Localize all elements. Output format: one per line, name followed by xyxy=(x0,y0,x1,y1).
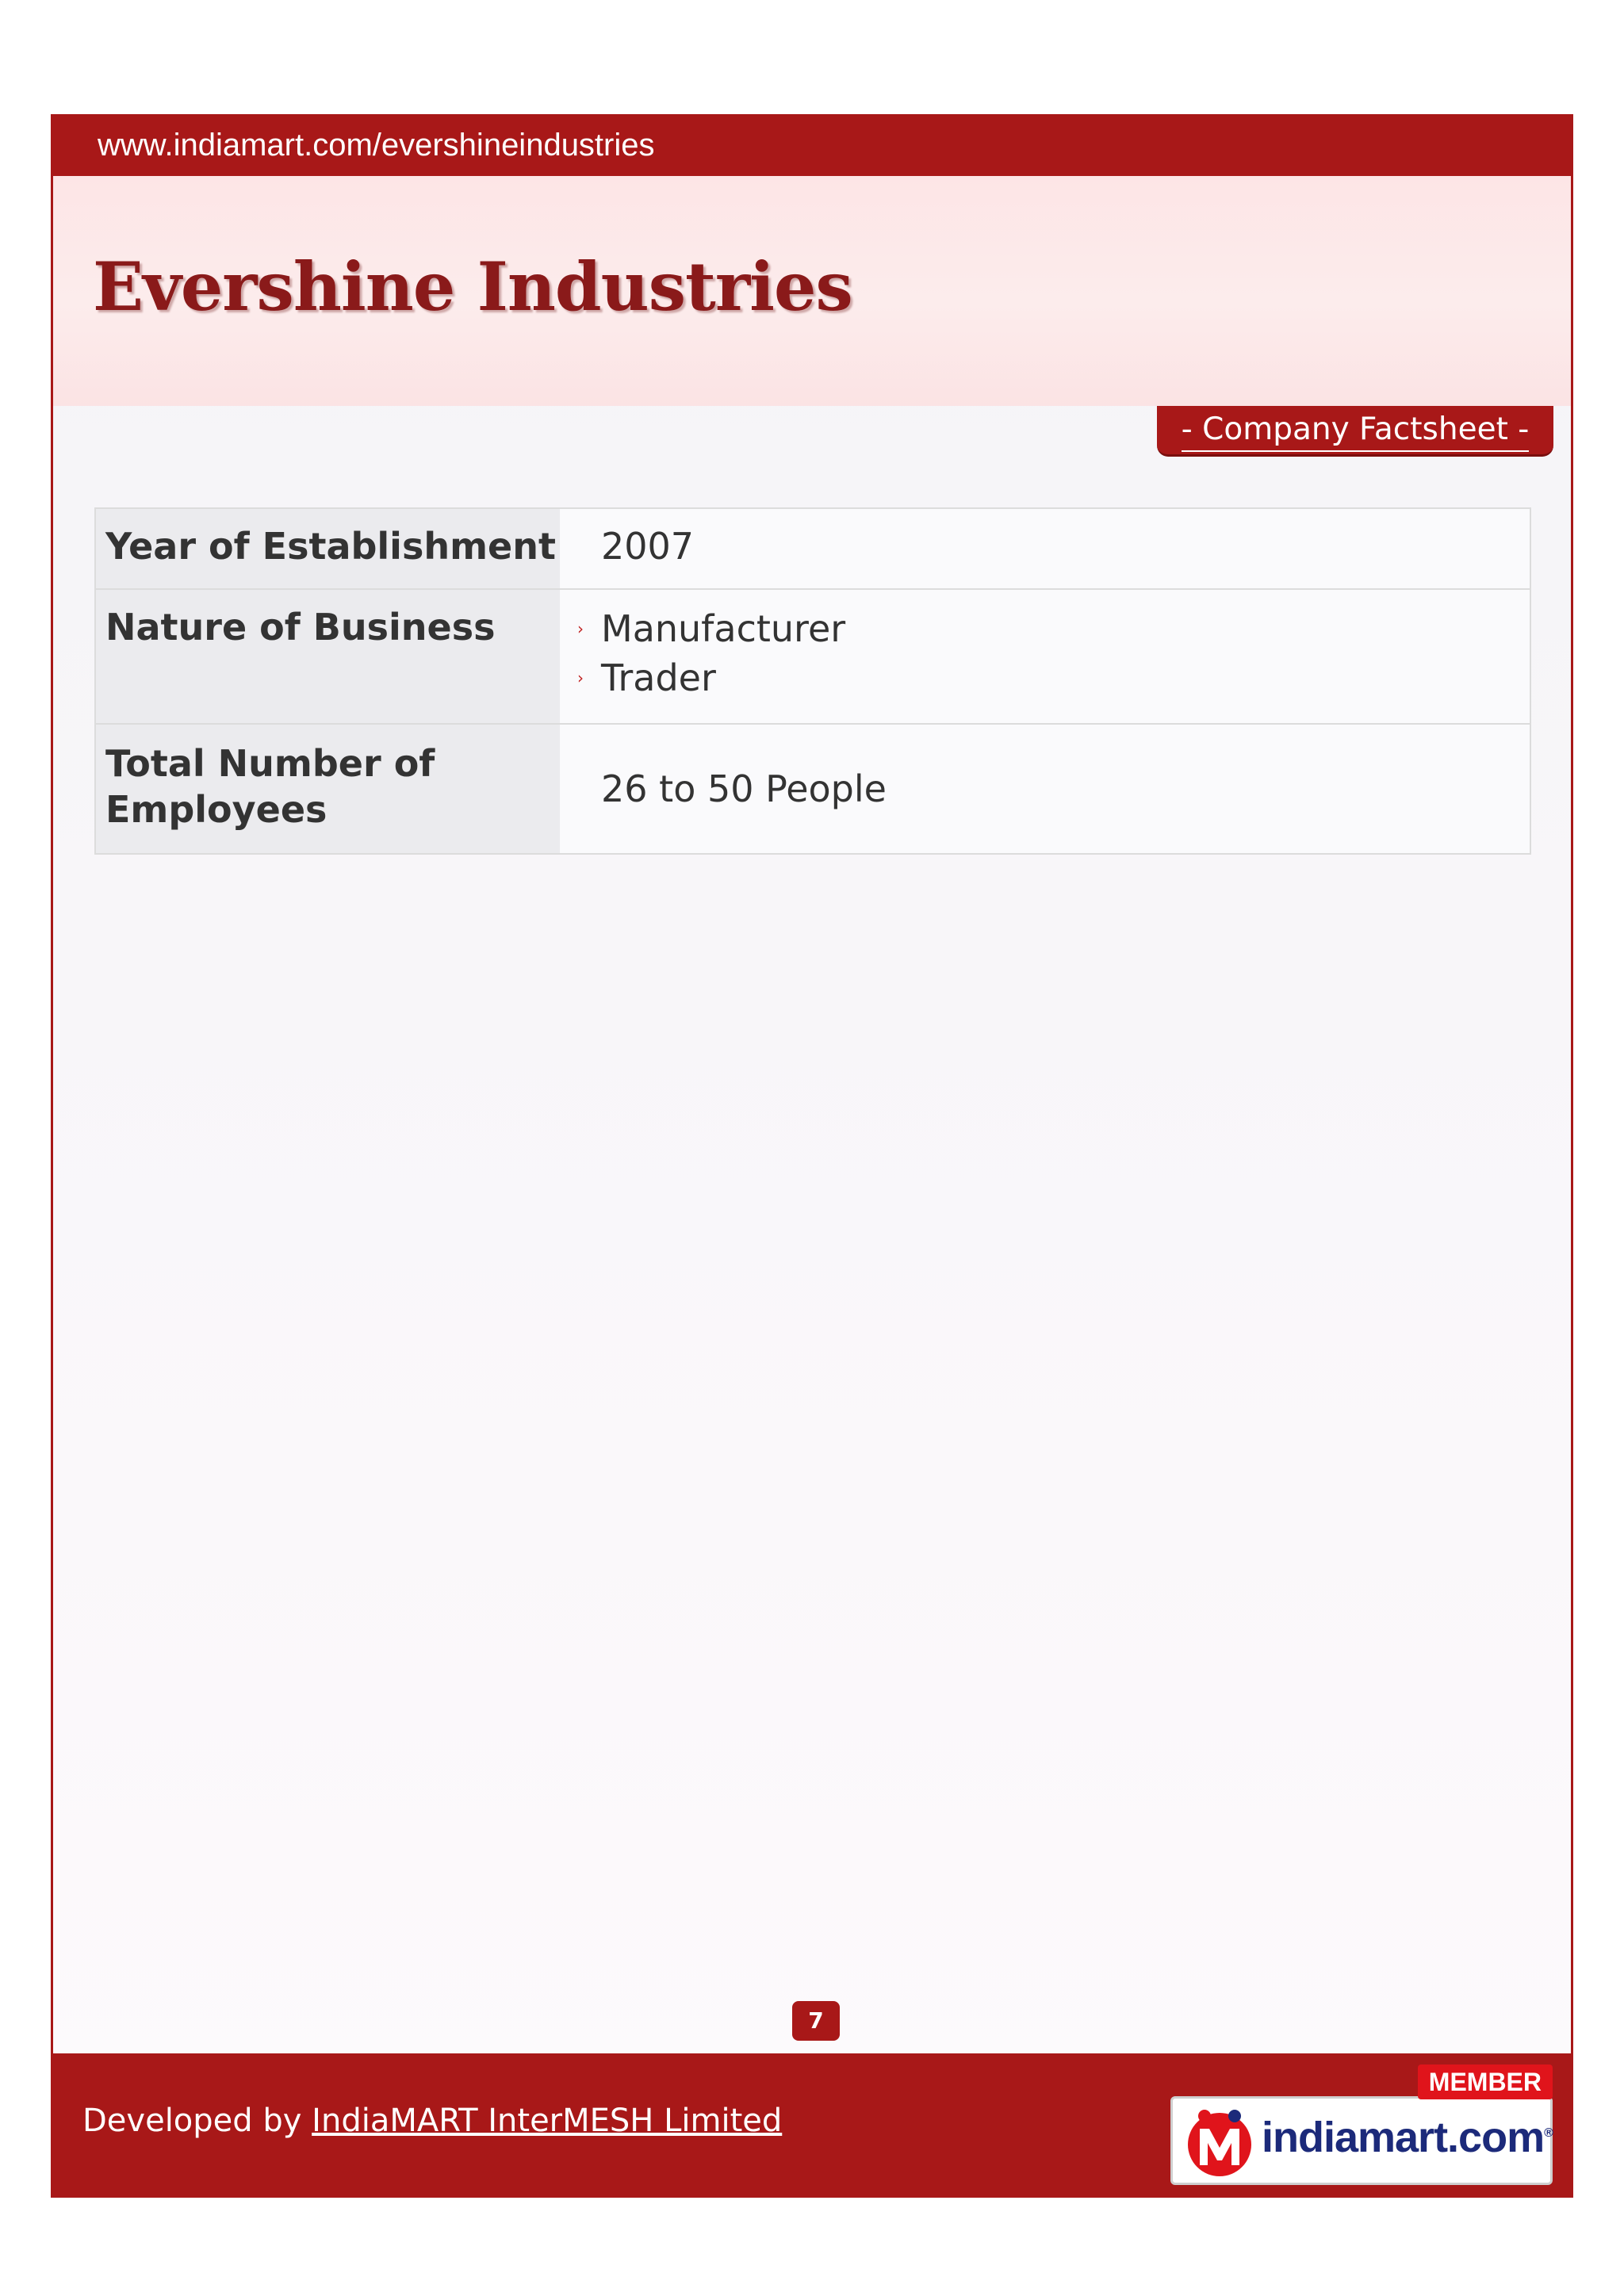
factsheet-page xyxy=(51,114,1573,2198)
logo-wordmark: indiamart.com xyxy=(1262,2114,1545,2161)
member-tag: MEMBER xyxy=(1418,2064,1553,2099)
factsheet-tab-label: - Company Factsheet - xyxy=(1182,409,1530,452)
nature-of-business-value xyxy=(560,589,1530,724)
table-row-nature-of-business xyxy=(95,589,1530,724)
list-item xyxy=(577,653,1530,702)
employees-label-text: Total Number of Employees xyxy=(105,742,435,831)
list-item xyxy=(577,604,1530,653)
page-number: 7 xyxy=(792,2001,840,2041)
company-banner xyxy=(53,176,1571,406)
chevron-right-icon: › xyxy=(577,668,584,687)
company-factsheet-tab xyxy=(1157,406,1553,457)
website-url[interactable]: www.indiamart.com/evershineindustries xyxy=(98,128,655,163)
developer-credit xyxy=(82,2103,782,2139)
company-name: Evershine Industries xyxy=(93,247,852,326)
indiamart-logo-text xyxy=(1262,2113,1553,2162)
year-label: Year of Establishment xyxy=(95,508,560,589)
chevron-right-icon: › xyxy=(577,619,584,638)
business-type: Manufacturer xyxy=(601,607,846,650)
registered-mark: ® xyxy=(1544,2126,1553,2140)
company-facts-table xyxy=(94,507,1531,855)
indiamart-member-badge[interactable] xyxy=(1170,2064,1553,2185)
employees-label xyxy=(95,724,560,854)
business-type-list xyxy=(577,604,1530,702)
footer xyxy=(51,2053,1573,2198)
table-row-year xyxy=(95,508,1530,589)
indiamart-link[interactable]: IndiaMART InterMESH Limited xyxy=(312,2103,783,2139)
year-value: 2007 xyxy=(560,508,1530,589)
developer-credit-prefix: Developed by xyxy=(82,2103,302,2139)
employees-value: 26 to 50 People xyxy=(560,724,1530,854)
business-type: Trader xyxy=(601,656,716,699)
table-row-employees xyxy=(95,724,1530,854)
website-url-bar xyxy=(53,114,1571,176)
nature-of-business-label: Nature of Business xyxy=(95,589,560,724)
indiamart-m-icon xyxy=(1181,2105,1258,2178)
indiamart-logo xyxy=(1170,2096,1553,2185)
